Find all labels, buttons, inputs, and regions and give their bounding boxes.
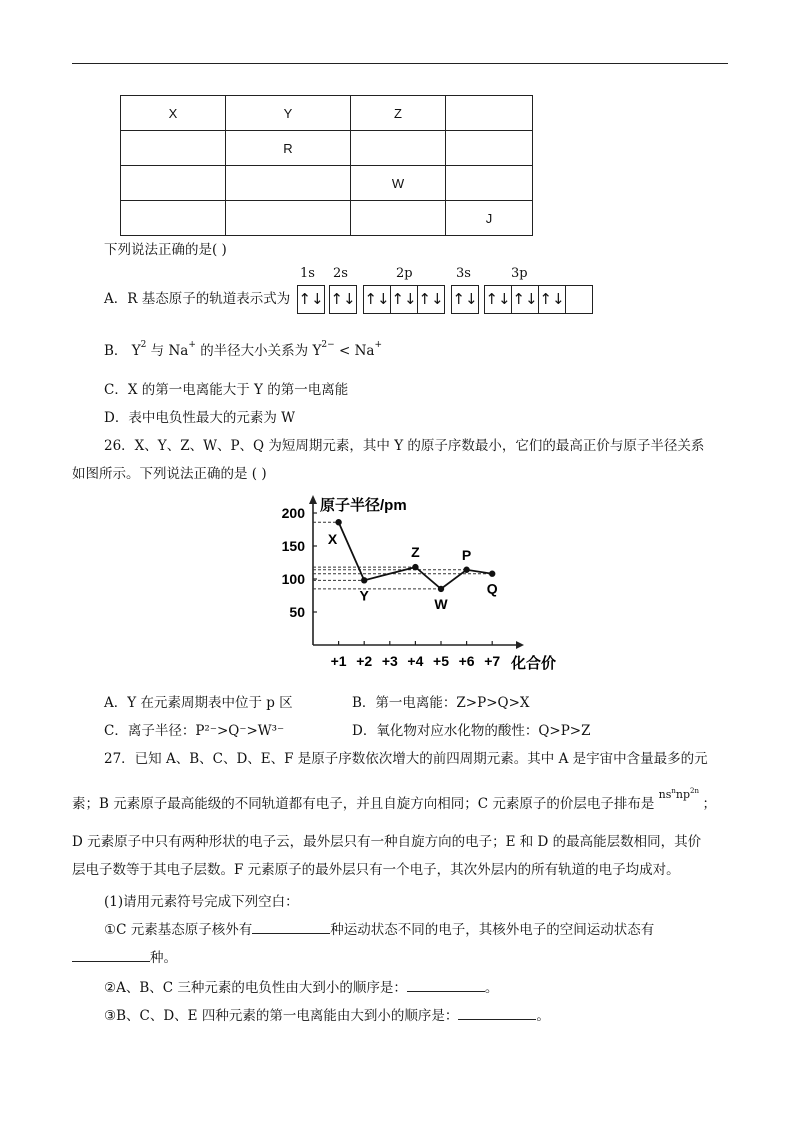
orbital-box — [565, 285, 593, 314]
table-row — [121, 166, 533, 201]
option-text: 的半径大小关系为 — [200, 343, 309, 359]
radius-valence-chart — [270, 490, 560, 680]
orbital-box: ↑↓ — [390, 285, 418, 314]
table-cell — [226, 201, 351, 236]
q27-text: ②A、B、C 三种元素的电负性由大到小的顺序是： — [104, 980, 407, 996]
q25-option-a: A．R 基态原子的轨道表示式为 — [104, 291, 291, 307]
data-point — [463, 567, 469, 573]
data-point — [489, 571, 495, 577]
q26-stem-line1: 26．X、Y、Z、W、P、Q 为短周期元素，其中 Y 的原子序数最小，它们的最高正价与原子半径关系 — [104, 438, 705, 454]
q27-stem-line1: 27．已知 A、B、C、D、E、F 是原子序数依次增大的前四周期元素。其中 A 是宇宙中含量最多的元 — [104, 751, 708, 767]
x-tick-label: +5 — [433, 653, 449, 669]
ion-symbol: Y — [131, 343, 141, 359]
y-tick-label: 150 — [281, 538, 305, 554]
answer-blank[interactable] — [252, 933, 330, 934]
q26-option-d: D．氧化物对应水化物的酸性：Q>P>Z — [352, 723, 591, 739]
y-tick-label: 200 — [281, 505, 305, 521]
answer-blank[interactable] — [72, 961, 150, 962]
table-cell: Y — [226, 96, 351, 131]
orbital-label: 2p — [396, 266, 413, 281]
point-label: W — [434, 595, 448, 612]
orbital-box: ↑↓ — [297, 285, 325, 314]
valence-config — [659, 788, 703, 801]
ion-charge: + — [188, 340, 196, 350]
table-cell — [121, 201, 226, 236]
y-tick-label: 100 — [281, 571, 305, 587]
data-point — [438, 586, 444, 592]
x-axis-arrow — [516, 641, 524, 649]
data-point — [335, 519, 341, 525]
formula-part: ns — [658, 788, 672, 801]
q26-option-c: C．离子半径：P²⁻>Q⁻>W³⁻ — [104, 723, 285, 739]
q25-option-b — [104, 340, 382, 361]
answer-blank[interactable] — [458, 1019, 536, 1020]
q27-sub1c — [104, 1008, 550, 1024]
ion-symbol: Na — [168, 343, 189, 359]
formula-part: np — [675, 788, 691, 801]
q27-sub1: (1)请用元素符号完成下列空白： — [104, 894, 299, 910]
table-cell — [446, 166, 533, 201]
q26-option-a: A．Y 在元素周期表中位于 p 区 — [104, 695, 293, 711]
orbital-box: ↑↓ — [484, 285, 512, 314]
q25-stem: 下列说法正确的是( ) — [104, 242, 227, 258]
x-tick-label: +3 — [381, 653, 398, 669]
y-tick-label: 50 — [289, 604, 305, 620]
point-label: Y — [359, 587, 369, 604]
q27-text: 。 — [536, 1008, 550, 1024]
q26-stem-line2: 如图所示。下列说法正确的是 ( ) — [72, 466, 267, 482]
connector-text: 与 — [150, 343, 165, 359]
table-row — [121, 96, 533, 131]
orbital-box: ↑↓ — [363, 285, 391, 314]
ion-symbol: Y — [312, 343, 322, 359]
relation-text: < Na — [338, 343, 375, 359]
ion-charge: 2 — [140, 340, 147, 350]
q27-stem-line4: 层电子数等于其电子层数。F 元素原子的最外层只有一个电子，其次外层内的所有轨道的电子均成对。 — [72, 862, 680, 878]
orbital-label: 1s — [300, 266, 315, 281]
orbital-box: ↑↓ — [417, 285, 445, 314]
y-axis-label: 原子半径/pm — [320, 497, 407, 514]
q27-sub1a — [104, 922, 654, 938]
orbital-box: ↑↓ — [511, 285, 539, 314]
ion-charge: 2− — [321, 340, 335, 350]
point-label: X — [327, 531, 338, 548]
element-position-table — [120, 95, 533, 236]
table-cell — [121, 131, 226, 166]
x-axis-label: 化合价 — [511, 655, 557, 672]
orbital-box: ↑↓ — [329, 285, 357, 314]
point-label: Q — [486, 580, 498, 597]
q27-text: ①C 元素基态原子核外有 — [104, 922, 253, 938]
point-label: P — [461, 546, 472, 563]
table-cell: R — [226, 131, 351, 166]
q25-option-c: C．X 的第一电离能大于 Y 的第一电离能 — [104, 382, 349, 398]
q27-text: 种。 — [150, 950, 177, 966]
data-point — [412, 564, 418, 570]
q27-sub1b — [104, 980, 498, 996]
table-cell — [351, 201, 446, 236]
x-tick-label: +4 — [407, 653, 424, 669]
q27-text: 。 — [484, 980, 499, 996]
q27-stem-line2 — [72, 787, 716, 814]
q27-text: 种运动状态不同的电子，其核外电子的空间运动状态有 — [330, 922, 655, 938]
orbital-label: 2s — [333, 266, 348, 281]
q27-text: ； — [702, 796, 716, 812]
table-cell — [351, 131, 446, 166]
orbital-label: 3p — [511, 266, 528, 281]
header-rule — [72, 63, 728, 64]
ion-charge: + — [374, 340, 382, 350]
point-label: Z — [411, 544, 420, 561]
q25-option-d: D．表中电负性最大的元素为 W — [104, 410, 295, 426]
table-row — [121, 201, 533, 236]
x-tick-label: +2 — [356, 653, 373, 669]
x-tick-label: +7 — [484, 653, 501, 669]
y-axis-arrow — [309, 495, 317, 504]
table-row — [121, 131, 533, 166]
x-tick-label: +1 — [330, 653, 347, 669]
q27-stem-line3: D 元素原子中只有两种形状的电子云，最外层只有一种自旋方向的电子；E 和 D 的最高能层数相同，其价 — [72, 834, 702, 850]
q26-option-b: B．第一电离能：Z>P>Q>X — [352, 695, 530, 711]
table-cell — [446, 96, 533, 131]
table-cell — [226, 166, 351, 201]
orbital-label: 3s — [456, 266, 471, 281]
data-point — [361, 577, 367, 583]
formula-sup: 2n — [690, 787, 699, 795]
orbital-box: ↑↓ — [538, 285, 566, 314]
formula-sup: n — [671, 787, 676, 795]
q27-sub1a-cont — [72, 950, 177, 966]
q27-text: ③B、C、D、E 四种元素的第一电离能由大到小的顺序是： — [104, 1008, 459, 1024]
answer-blank[interactable] — [407, 991, 485, 992]
x-tick-label: +6 — [458, 653, 475, 669]
table-cell: J — [446, 201, 533, 236]
table-cell: X — [121, 96, 226, 131]
q27-text: 素；B 元素原子最高能级的不同轨道都有电子，并且自旋方向相同；C 元素原子的价层电子排布是 — [72, 796, 655, 812]
table-cell: Z — [351, 96, 446, 131]
table-cell: W — [351, 166, 446, 201]
orbital-box: ↑↓ — [451, 285, 479, 314]
table-cell — [446, 131, 533, 166]
table-cell — [121, 166, 226, 201]
option-label: B． — [104, 343, 128, 359]
